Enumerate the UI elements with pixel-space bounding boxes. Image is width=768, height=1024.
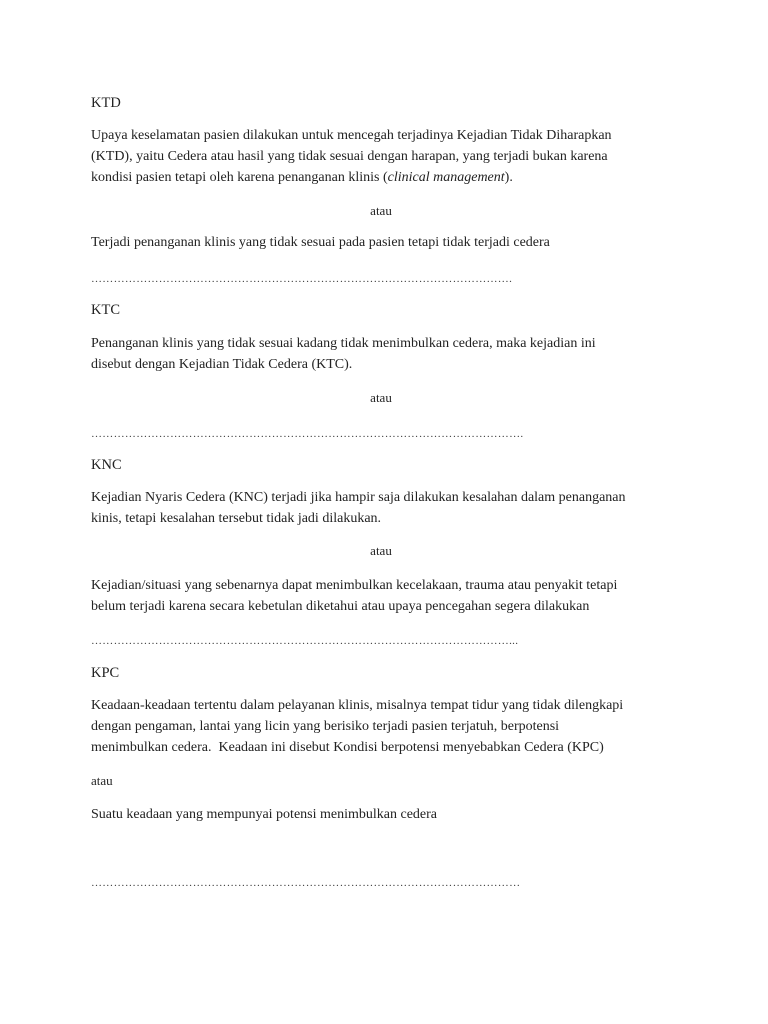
ktd-atau: atau: [370, 203, 392, 218]
ktd-line-3-text: kondisi pasien tetapi oleh karena penanganan klinis (: [91, 170, 388, 185]
ktd-paragraph-line-1: Upaya keselamatan pasien dilakukan untuk mencegah terjadinya Kejadian Tidak Diharapkan: [91, 128, 612, 143]
knc-paragraph-line-1: Kejadian Nyaris Cedera (KNC) terjadi jika hampir saja dilakukan kesalahan dalam penanganan: [91, 490, 626, 505]
heading-ktd: KTD: [91, 95, 121, 111]
ktd-line-3-end: ).: [504, 170, 513, 185]
knc-paragraph-line-2: kinis, tetapi kesalahan tersebut tidak jadi dilakukan.: [91, 511, 382, 526]
heading-kpc: KPC: [91, 665, 120, 681]
kpc-alternative: Suatu keadaan yang mempunyai potensi menimbulkan cedera: [91, 807, 438, 822]
ktd-paragraph-line-3: [91, 168, 513, 189]
kpc-paragraph-line-1: Keadaan-keadaan tertentu dalam pelayanan klinis, misalnya tempat tidur yang tidak dilengkapi: [91, 698, 624, 713]
knc-alternative-line-1: Kejadian/situasi yang sebenarnya dapat menimbulkan kecelakaan, trauma atau penyakit tetapi: [91, 578, 618, 593]
ktd-answer-dots: ………………………………………………………………………………………………….: [91, 273, 513, 285]
ktc-answer-dots: …………………………………………………………………………………………………….: [91, 428, 524, 440]
knc-atau: atau: [370, 543, 392, 558]
kpc-paragraph-line-3: menimbulkan cedera. Keadaan ini disebut Kondisi berpotensi menyebabkan Cedera (KPC): [91, 740, 604, 755]
ktc-paragraph-line-2: disebut dengan Kejadian Tidak Cedera (KTC).: [91, 357, 353, 372]
kpc-atau: atau: [91, 773, 113, 788]
heading-ktc: KTC: [91, 302, 120, 318]
ktc-paragraph-line-1: Penanganan klinis yang tidak sesuai kadang tidak menimbulkan cedera, maka kejadian ini: [91, 336, 596, 351]
ktd-alternative: Terjadi penanganan klinis yang tidak sesuai pada pasien tetapi tidak terjadi cedera: [91, 235, 550, 250]
heading-knc: KNC: [91, 457, 122, 473]
knc-alternative-line-2: belum terjadi karena secara kebetulan diketahui atau upaya pencegahan segera dilakukan: [91, 599, 590, 614]
knc-answer-dots: …………………………………………………………………………………………………...: [91, 635, 519, 647]
ktd-clinical-management: clinical management: [387, 170, 505, 185]
ktd-paragraph-line-2: (KTD), yaitu Cedera atau hasil yang tidak sesuai dengan harapan, yang terjadi bukan karena: [91, 149, 608, 164]
kpc-paragraph-line-2: dengan pengaman, lantai yang licin yang berisiko terjadi pasien terjatuh, berpotensi: [91, 719, 560, 734]
kpc-answer-dots: ……………………………………………………………………………………………………: [91, 877, 521, 889]
ktc-atau: atau: [370, 390, 392, 405]
